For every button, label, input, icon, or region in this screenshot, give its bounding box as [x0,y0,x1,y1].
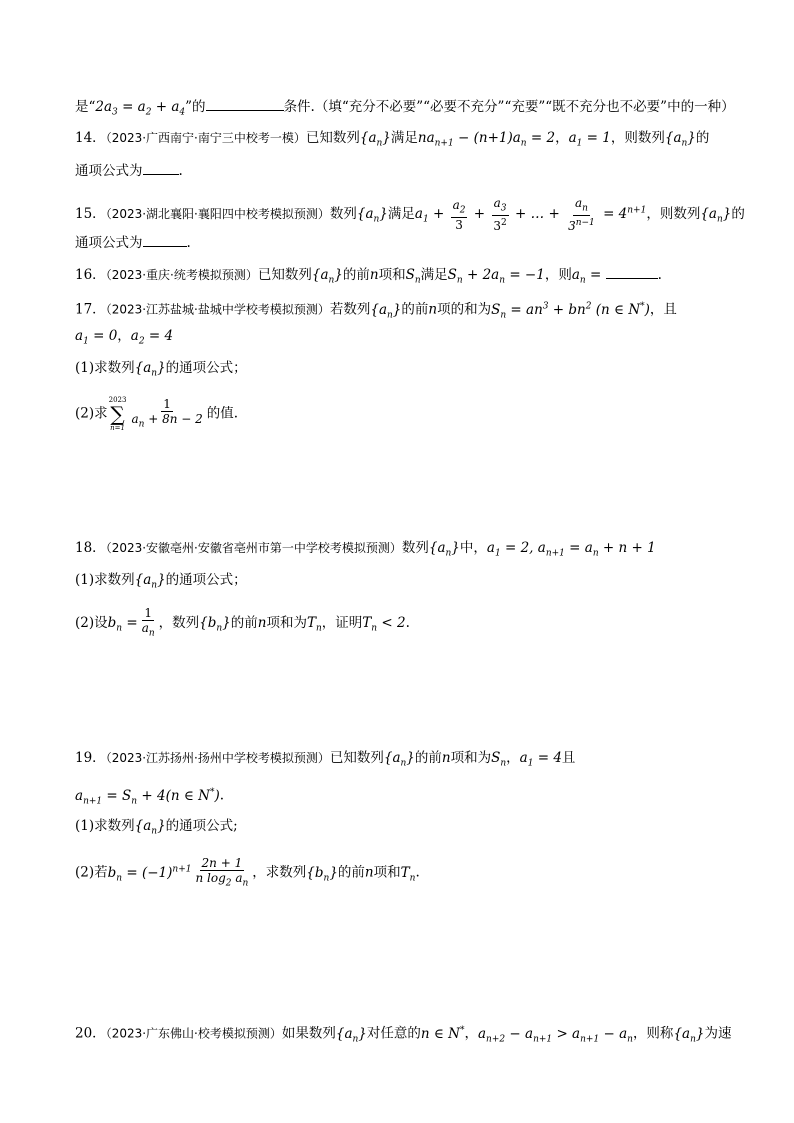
question-14: 14．（2023·广西南宁·南宁三中校考一模）已知数列$\{a_n\}$满足$na_{n+1} - (n+1)a_n = 2$，$a_1 = 1$，则数列$\{a_n\}$的 [75,130,710,149]
summation-symbol: 2023 ∑ n=1 [108,396,127,432]
question-17-part2: (2)求 2023 ∑ n=1 $\frac{1}{a_n + 8n - 2}$ 的值. [75,396,239,432]
question-17-line2: $a_1 = 0$，$a_2 = 4$ [75,328,174,347]
answer-blank [606,264,658,279]
question-19-line2: $a_{n+1} = S_n + 4(n$ ∈ N*). [75,787,225,807]
question-20: 20．（2023·广东佛山·校考模拟预测）如果数列$\{a_n\}$对任意的n ∈ N*，$a_{n+2} - a_{n+1} > a_{n+1} - a_n$，则称$\{a_n\}$为速 [75,1025,732,1045]
question-19: 19．（2023·江苏扬州·扬州中学校考模拟预测）已知数列$\{a_n\}$的前n项和为$S_n$，$a_1 = 4$且 [75,750,576,769]
question-19-part2: (2)若$b_n = (-1)^{n+1}$ $\frac{2n + 1}{n \log_2 a_n}$ ，求数列$\{b_n\}$的前n项和$T_n$. [75,855,420,889]
answer-blank [206,96,284,111]
question-18: 18．（2023·安徽亳州·安徽省亳州市第一中学校考模拟预测）数列$\{a_n\}$中，$a_1 = 2$, $a_{n+1} = a_n + n + 1$ [75,540,656,559]
question-15-line2: 通项公式为 . [75,232,730,254]
question-14-line2: 通项公式为 . [75,160,730,182]
question-19-part1: (1)求数列$\{a_n\}$的通项公式; [75,818,238,837]
question-16: 16．（2023·重庆·统考模拟预测）已知数列$\{a_n\}$的前n项和$S_n$满足$S_n + 2a_n = -1$，则$a_n$ = . [75,264,730,286]
answer-blank [143,232,187,247]
question-18-part2: (2)设$b_n$ = $\frac{1}{a_n}$ ，数列$\{b_n\}$的前n项和为$T_n$，证明$T_n < 2$. [75,606,410,639]
question-17: 17．（2023·江苏盐城·盐城中学校考模拟预测）若数列$\{a_n\}$的前n项的和为$S_n = an^3 + bn^2$ (n ∈ N*)，且 [75,301,677,321]
question-17-part1: (1)求数列$\{a_n\}$的通项公式； [75,360,247,379]
question-15: 15．（2023·湖北襄阳·襄阳四中校考模拟预测）数列$\{a_n\}$满足$a_1$ + $\frac{a_2}{3}$ + $\frac{a_3}{3^2}$ + … + $\frac{a_n}{3^{n-1}}$ = $4^{n+1}$，则数列$\{a_n\}$的 [75,196,745,234]
line-q13-tail: 是“$2a_3 = a_2 + a_4$”的 条件.（填“充分不必要”“必要不充分”“充要”“既不充分也不必要”中的一种） [75,96,730,118]
answer-blank [143,160,179,175]
question-18-part1: (1)求数列$\{a_n\}$的通项公式； [75,572,247,591]
